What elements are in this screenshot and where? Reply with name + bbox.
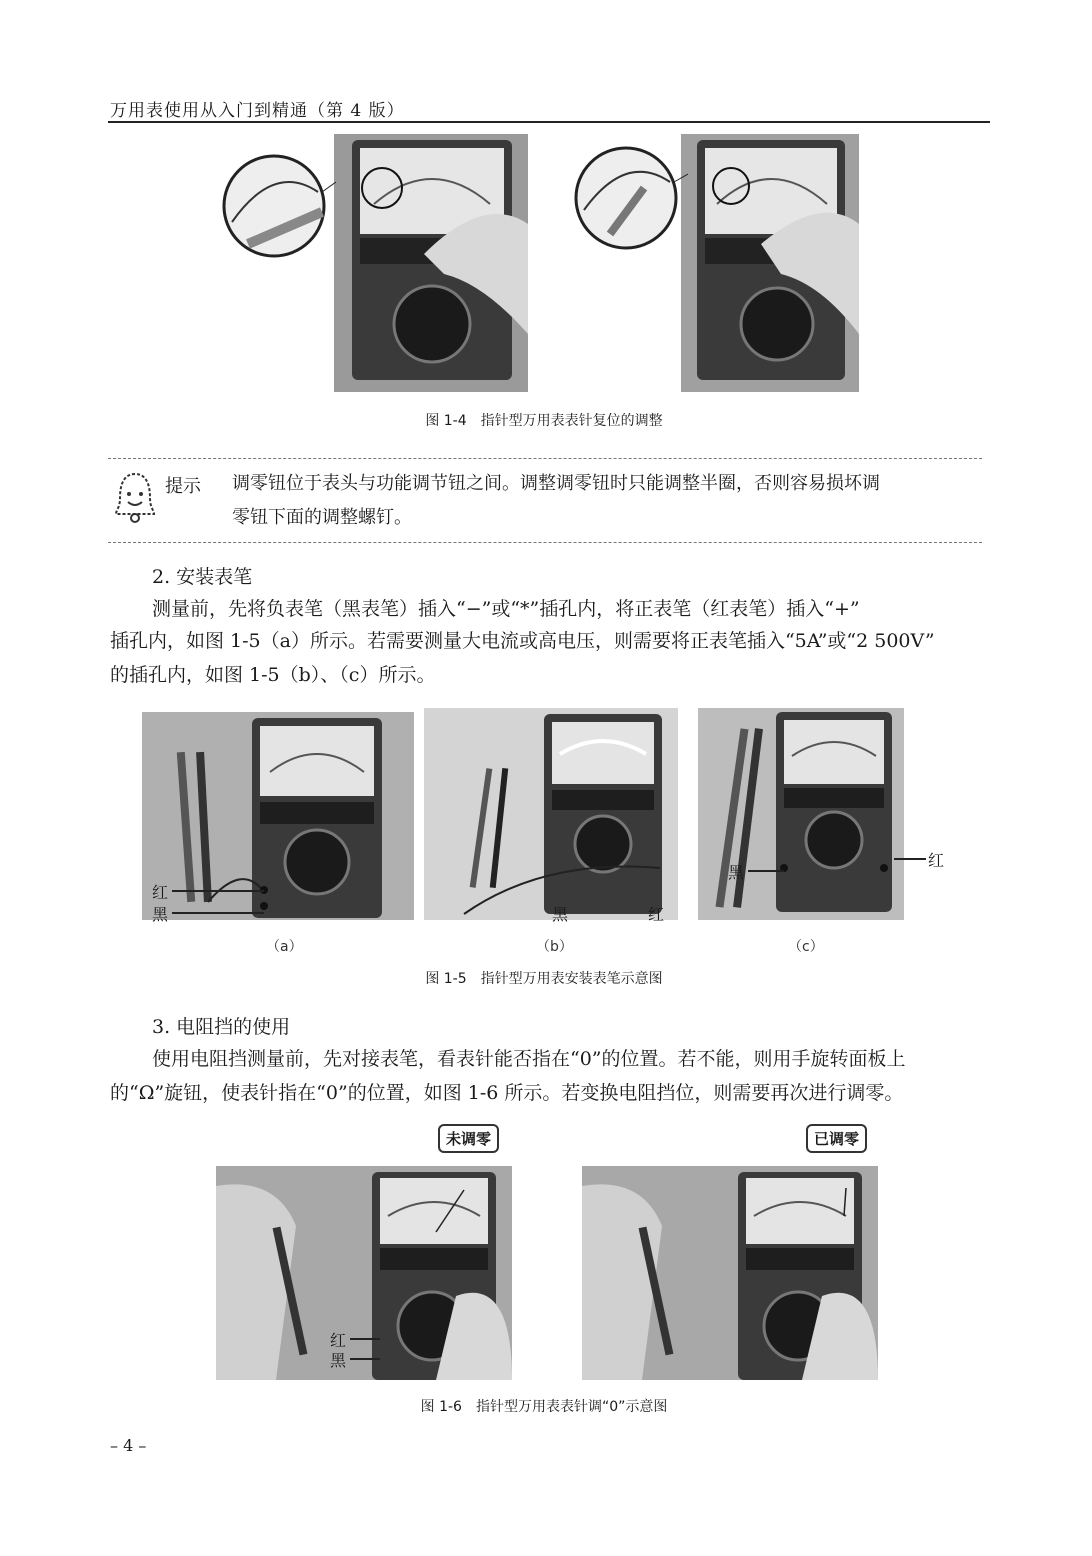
- figure-1-4-magnifier-left: [218, 152, 336, 258]
- figure-1-5c-label-red: 红: [928, 851, 945, 870]
- figure-1-5c-pointer-black: [748, 870, 784, 872]
- section-3-line1: 使用电阻挡测量前，先对接表笔，看表针能否指在“0”的位置。若不能，则用手旋转面板上: [152, 1048, 906, 1070]
- tip-text-line1: 调零钮位于表头与功能调节钮之间。调整调零钮时只能调整半圈，否则容易损坏调: [232, 473, 880, 494]
- section-2-heading: 2. 安装表笔: [152, 566, 253, 588]
- figure-1-6-right-callout: 已调零: [806, 1124, 867, 1153]
- tip-rule-top: [108, 458, 982, 459]
- figure-1-6-pointer-black: [350, 1358, 380, 1360]
- figure-1-5b-sublabel: （b）: [536, 939, 573, 955]
- tip-label: 提示: [165, 476, 201, 497]
- figure-1-5c-pointer-red: [894, 858, 926, 860]
- section-2-line2: 插孔内，如图 1-5（a）所示。若需要测量大电流或高电压，则需要将正表笔插入“5A”或“2 500V”: [110, 630, 935, 652]
- section-2-line1: 测量前，先将负表笔（黑表笔）插入“−”或“*”插孔内，将正表笔（红表笔）插入“+”: [152, 598, 860, 620]
- figure-1-6-left-callout: 未调零: [438, 1124, 499, 1153]
- figure-1-5a-label-black: 黑: [152, 905, 169, 924]
- figure-1-5b-label-red: 红: [648, 905, 665, 924]
- section-3-line2: 的“Ω”旋钮，使表针指在“0”的位置，如图 1-6 所示。若变换电阻挡位，则需要再次进行调零。: [110, 1082, 904, 1104]
- figure-1-5b-label-black: 黑: [552, 905, 569, 924]
- figure-1-5c-label-black: 黑: [728, 863, 745, 882]
- figure-1-4-photo-left: [334, 134, 528, 392]
- bell-icon: [112, 470, 158, 526]
- figure-1-5c-photo: [698, 708, 904, 920]
- header-rule: [108, 121, 990, 123]
- figure-1-5a-pointer-black: [172, 912, 264, 914]
- figure-1-5a-photo: [142, 712, 414, 920]
- figure-1-6-photo-right: [582, 1166, 878, 1380]
- section-3-heading: 3. 电阻挡的使用: [152, 1016, 291, 1038]
- figure-1-5a-label-red: 红: [152, 883, 169, 902]
- running-header: 万用表使用从入门到精通（第 4 版）: [110, 101, 405, 121]
- tip-rule-bottom: [108, 542, 982, 543]
- figure-1-6-pointer-red: [350, 1338, 380, 1340]
- figure-1-5c-sublabel: （c）: [788, 939, 824, 955]
- figure-1-5b-photo: [424, 708, 678, 920]
- figure-1-5a-pointer-red: [172, 890, 264, 892]
- figure-1-4-photo-right: [681, 134, 859, 392]
- figure-1-5a-sublabel: （a）: [266, 939, 303, 955]
- figure-1-6-label-black: 黑: [330, 1351, 347, 1370]
- section-2-line3: 的插孔内，如图 1-5（b）、（c）所示。: [110, 664, 436, 686]
- figure-1-6-label-red: 红: [330, 1331, 347, 1350]
- figure-1-5-caption: 图 1-5 指针型万用表安装表笔示意图: [425, 971, 663, 987]
- page-number: – 4 –: [110, 1436, 147, 1455]
- figure-1-4-magnifier-right: [570, 144, 688, 250]
- figure-1-6-photo-left: [216, 1166, 512, 1380]
- figure-1-4-caption: 图 1-4 指针型万用表表针复位的调整: [425, 413, 663, 429]
- tip-text-line2: 零钮下面的调整螺钉。: [232, 507, 412, 528]
- figure-1-6-caption: 图 1-6 指针型万用表表针调“0”示意图: [420, 1399, 668, 1415]
